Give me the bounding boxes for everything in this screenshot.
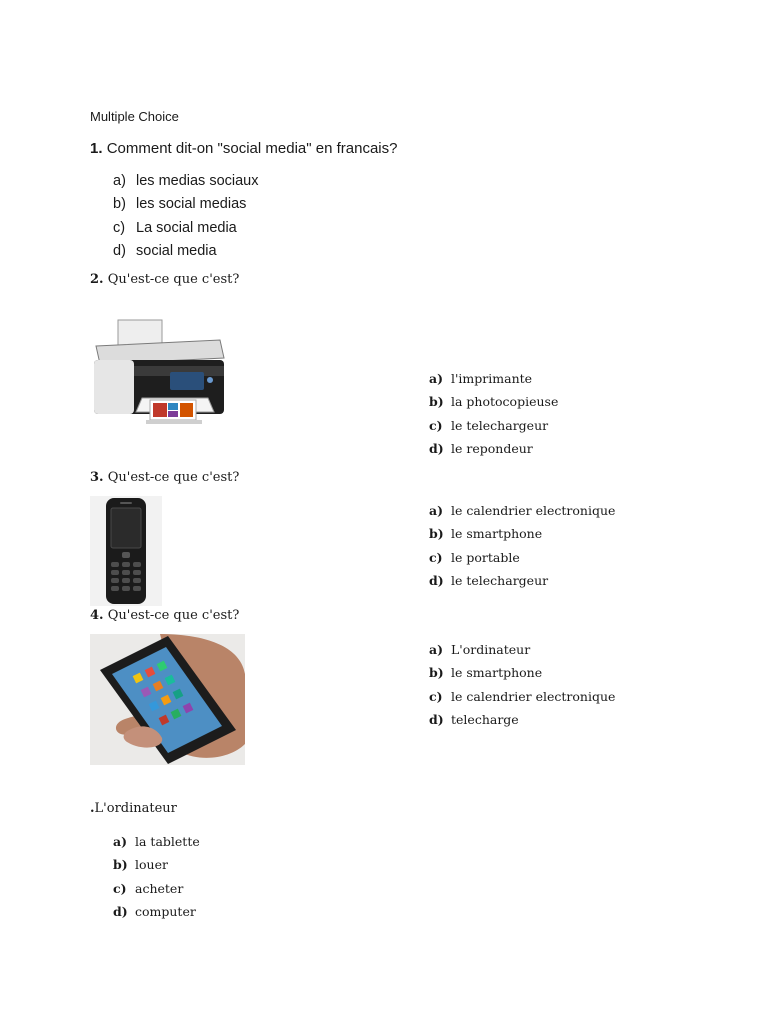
option-a[interactable]	[113, 170, 259, 193]
option-letter: c)	[429, 688, 443, 704]
option-text: la photocopieuse	[451, 394, 559, 410]
option-c[interactable]	[429, 546, 615, 569]
option-d[interactable]	[429, 437, 558, 460]
question-number: 3.	[90, 470, 104, 485]
option-c[interactable]	[113, 217, 259, 240]
printer-image	[90, 316, 228, 428]
option-text: le portable	[451, 549, 520, 565]
question-1-options	[113, 170, 259, 263]
option-text: la tablette	[135, 834, 200, 849]
option-letter: d)	[429, 441, 444, 457]
question-5-options	[113, 830, 200, 924]
option-b[interactable]	[429, 522, 615, 545]
option-letter: b)	[429, 394, 444, 410]
option-text: les social medias	[136, 196, 247, 213]
question-4-prompt	[90, 608, 239, 623]
option-text: les medias sociaux	[136, 173, 259, 189]
option-a[interactable]	[429, 367, 558, 390]
option-text: le calendrier electronique	[451, 688, 616, 704]
question-1-prompt	[90, 140, 397, 157]
option-letter: b)	[113, 196, 126, 213]
option-d[interactable]	[429, 569, 615, 592]
option-letter: b)	[429, 665, 444, 681]
option-letter: d)	[429, 712, 444, 728]
question-2-options	[429, 367, 558, 461]
option-b[interactable]	[113, 193, 259, 216]
option-text: le smartphone	[451, 526, 543, 542]
question-4-options	[429, 638, 615, 732]
smartphone-image	[90, 634, 245, 765]
option-text: computer	[135, 904, 196, 920]
option-text: le smartphone	[451, 665, 543, 681]
smartphone-icon	[90, 634, 245, 765]
option-c[interactable]	[113, 877, 200, 900]
option-letter: c)	[429, 549, 443, 565]
option-letter: b)	[113, 857, 128, 873]
option-letter: a)	[113, 834, 128, 849]
question-number: 4.	[90, 608, 104, 623]
option-text: le telechargeur	[451, 417, 549, 433]
option-letter: d)	[113, 242, 126, 259]
option-text: L'ordinateur	[451, 642, 531, 657]
option-text: acheter	[135, 880, 184, 896]
question-number: 1.	[90, 140, 103, 157]
option-text: le calendrier electronique	[451, 503, 616, 518]
question-2-prompt	[90, 272, 239, 287]
option-letter: d)	[429, 573, 444, 589]
option-text: l'imprimante	[451, 371, 533, 386]
option-letter: a)	[429, 642, 444, 657]
cell-phone-image	[90, 496, 162, 606]
option-a[interactable]	[429, 499, 615, 522]
option-c[interactable]	[429, 414, 558, 437]
option-letter: c)	[113, 219, 126, 236]
option-text: le repondeur	[451, 441, 533, 457]
question-text: L'ordinateur	[94, 801, 177, 816]
option-letter: a)	[429, 503, 444, 518]
option-d[interactable]	[429, 708, 615, 731]
question-number: 2.	[90, 272, 104, 287]
option-b[interactable]	[429, 390, 558, 413]
question-5-prompt	[90, 801, 177, 816]
question-number: .	[90, 801, 95, 816]
option-a[interactable]	[113, 830, 200, 853]
option-text: louer	[135, 857, 168, 873]
question-text: Comment dit-on "social media" en francais?	[106, 140, 398, 157]
option-letter: a)	[113, 173, 126, 189]
option-d[interactable]	[113, 240, 259, 263]
question-text: Qu'est-ce que c'est?	[107, 608, 240, 623]
question-text: Qu'est-ce que c'est?	[107, 470, 240, 485]
option-text: La social media	[136, 219, 237, 236]
option-d[interactable]	[113, 900, 200, 923]
question-3-options	[429, 499, 615, 593]
question-3-prompt	[90, 470, 239, 485]
option-letter: d)	[113, 904, 128, 920]
option-b[interactable]	[429, 661, 615, 684]
option-letter: b)	[429, 526, 444, 542]
option-letter: a)	[429, 371, 444, 386]
question-text: Qu'est-ce que c'est?	[107, 272, 240, 287]
option-letter: c)	[113, 880, 127, 896]
page-heading: Multiple Choice	[90, 109, 179, 124]
option-letter: c)	[429, 417, 443, 433]
option-text: telecharge	[451, 712, 519, 728]
option-b[interactable]	[113, 853, 200, 876]
option-c[interactable]	[429, 685, 615, 708]
option-a[interactable]	[429, 638, 615, 661]
option-text: social media	[136, 242, 217, 259]
cell-phone-icon	[90, 496, 162, 606]
printer-icon	[90, 316, 228, 428]
option-text: le telechargeur	[451, 573, 549, 589]
